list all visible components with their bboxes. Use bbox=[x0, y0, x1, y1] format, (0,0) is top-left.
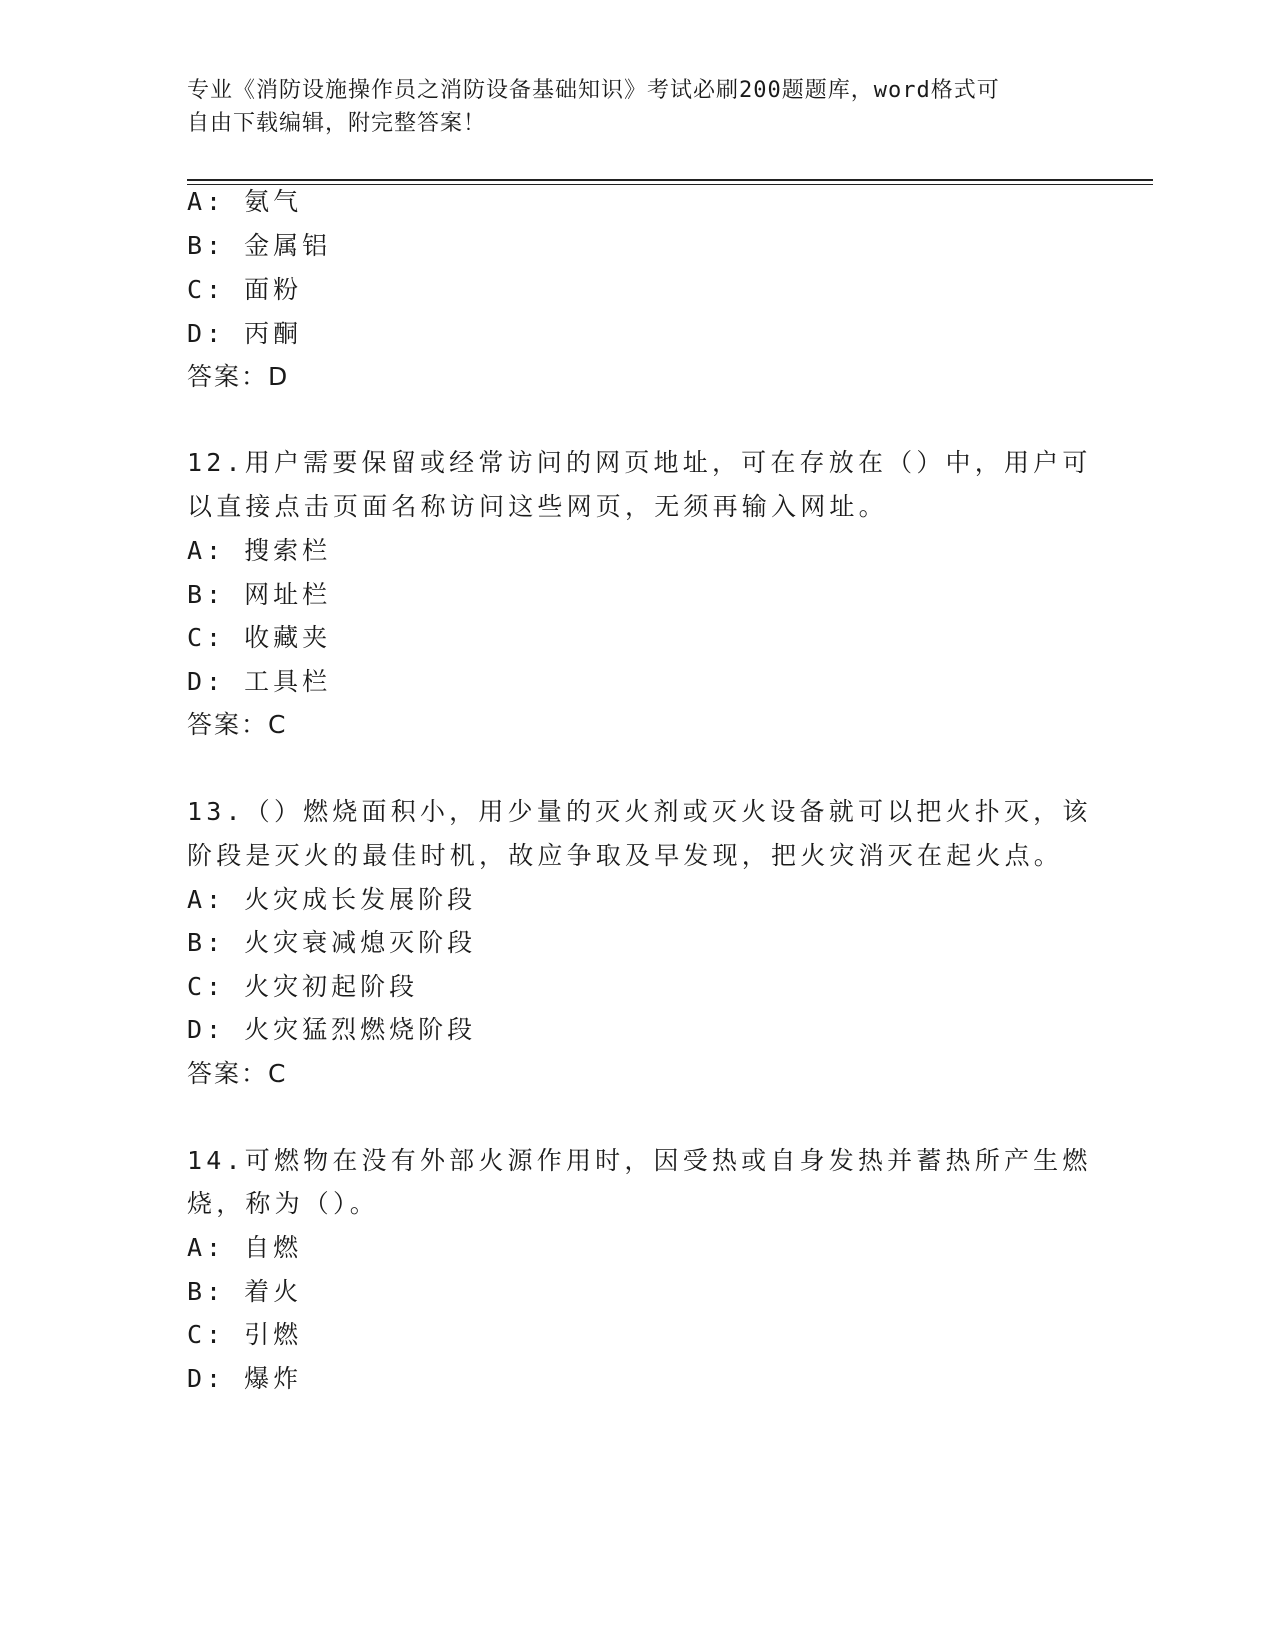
q12-answer: 答案：C bbox=[187, 710, 288, 739]
q12-stem-line2: 以直接点击页面名称访问这些网页，无须再输入网址。 bbox=[187, 492, 888, 521]
q14-option-d: D: 爆炸 bbox=[187, 1364, 303, 1393]
q13-option-a: A: 火灾成长发展阶段 bbox=[187, 885, 477, 914]
q14-option-c: C: 引燃 bbox=[187, 1320, 303, 1349]
q13-stem-line1: 13.（）燃烧面积小，用少量的灭火剂或灭火设备就可以把火扑灭，该 bbox=[187, 797, 1092, 826]
q12-option-a: A: 搜索栏 bbox=[187, 536, 332, 565]
q11-answer: 答案：D bbox=[187, 362, 290, 391]
header-title-line2: 自由下载编辑，附完整答案！ bbox=[187, 111, 487, 136]
header-divider-thick bbox=[187, 179, 1153, 181]
q11-option-c: C: 面粉 bbox=[187, 275, 303, 304]
q13-stem-line2: 阶段是灭火的最佳时机，故应争取及早发现，把火灾消灭在起火点。 bbox=[187, 841, 1064, 870]
q13-answer: 答案：C bbox=[187, 1059, 288, 1088]
q14-option-b: B: 着火 bbox=[187, 1277, 303, 1306]
q13-option-d: D: 火灾猛烈燃烧阶段 bbox=[187, 1015, 477, 1044]
q13-option-c: C: 火灾初起阶段 bbox=[187, 972, 419, 1001]
q12-option-d: D: 工具栏 bbox=[187, 667, 332, 696]
q14-stem-line1: 14.可燃物在没有外部火源作用时，因受热或自身发热并蓄热所产生燃 bbox=[187, 1146, 1092, 1175]
q11-option-b: B: 金属铝 bbox=[187, 231, 332, 260]
q12-option-c: C: 收藏夹 bbox=[187, 623, 332, 652]
document-header bbox=[187, 74, 1087, 140]
q14-option-a: A: 自燃 bbox=[187, 1233, 303, 1262]
q11-option-a: A: 氨气 bbox=[187, 187, 303, 216]
header-divider-thin bbox=[187, 184, 1153, 185]
header-title-line1: 专业《消防设施操作员之消防设备基础知识》考试必刷200题题库，word格式可 bbox=[187, 78, 1000, 103]
q12-option-b: B: 网址栏 bbox=[187, 580, 332, 609]
q12-stem-line1: 12.用户需要保留或经常访问的网页地址，可在存放在（）中，用户可 bbox=[187, 448, 1092, 477]
q13-option-b: B: 火灾衰减熄灭阶段 bbox=[187, 928, 477, 957]
q11-option-d: D: 丙酮 bbox=[187, 319, 303, 348]
q14-stem-line2: 烧，称为（）。 bbox=[187, 1189, 379, 1218]
